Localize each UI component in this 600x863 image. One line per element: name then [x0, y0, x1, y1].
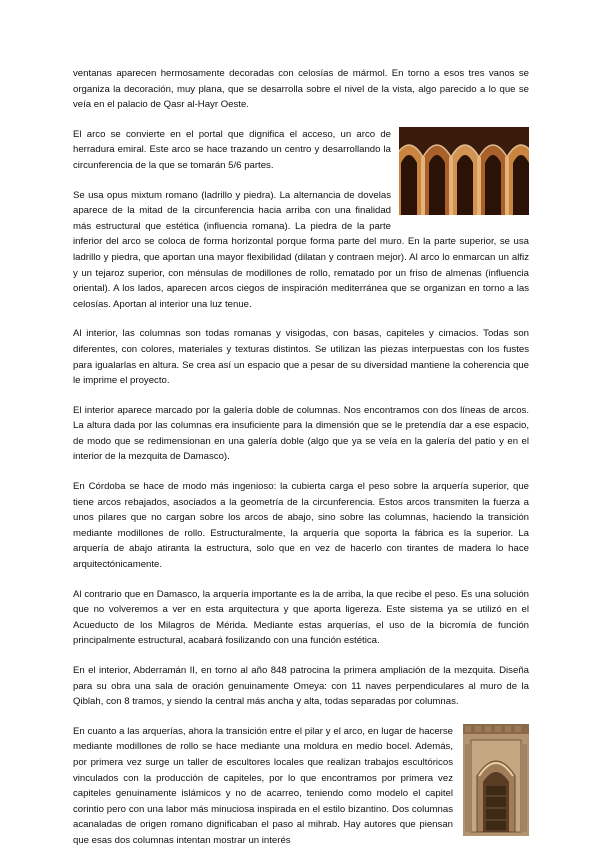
mezquita-arches-photo	[399, 127, 529, 215]
mihrab-portal-photo	[463, 724, 529, 836]
paragraph-columns: Al interior, las columnas son todas romanas y visigodas, con basas, capiteles y cimacios. Todas son diferentes, con colores, materiales y texturas distintos. Se utilizan las piezas interpuestas con los fustes para igualarlas en altura. Se crea así un espacio que a pesar de su diversidad mantiene la coherencia que le imprime el proyecto.	[73, 328, 529, 387]
paragraph-damasco: Al contrario que en Damasco, la arquería importante es la de arriba, la que recibe el peso. Es una solución que no volveremos a ver en esta arquitectura y que aporta ligereza. Este sistema ya se utilizó en el Acueducto de los Milagros de Mérida. Mediante estas arquerías, el uso de la bicromía de función principalmente estructural, acabará fosilizando con una función estética.	[73, 588, 529, 647]
paragraph-horseshoe-arch: El arco se convierte en el portal que dignifica el acceso, un arco de herradura emiral. Este arco se hace trazando un centro y desarrollando la circunferencia de la que se tomarán 5/6 partes.	[73, 128, 391, 171]
paragraph-opus-mixtum: Se usa opus mixtum romano (ladrillo y piedra). La alternancia de dovelas aparece de la mitad de la circunferencia hacia arriba con una finalidad más estructural que estética (influencia romana). La piedra de la parte inferior del arco se coloca de forma horizontal porque forma parte del muro. En la parte superior, se usa ladrillo y piedra, que aportan una mayor flexibilidad (dilatan y contraen mejor). Al arco lo enmarcan un alfiz y un tejaroz superior, con ménsulas de modillones de rollo, rematado por un friso de almenas (influencia oriental). A los lados, aparecen arcos ciegos de inspiración mediterránea que se organizan en torno a las celosías. Aportan al interior una luz tenue.	[73, 189, 529, 310]
document-body	[73, 66, 529, 863]
paragraph-arquerias: En cuanto a las arquerías, ahora la transición entre el pilar y el arco, en lugar de hacerse mediante modillones de rollo se hace mediante una moldura en medio bocel. Además, por primera vez surge un taller de escultores locales que realizan trabajos escultóricos vinculados con la producción de capiteles, por lo que encontramos por primera vez capiteles genuinamente islámicos y no de acarreo, teniendo como modelo el capitel corintio pero con una labor más minuciosa inspirada en el estilo bizantino. Dos columnas acanaladas de origen romano dignificaban el paso al mihrab. Hay autores que piensan que esas dos columnas intentan mostrar un interés	[73, 725, 453, 846]
paragraph-abderraman: En el interior, Abderramán II, en torno al año 848 patrocina la primera ampliación de la mezquita. Diseña para su obra una sala de oración genuinamente Omeya: con 11 naves perpendiculares al muro de la Qiblah, con 8 tramos, y siendo la central más ancha y alta, todas separadas por columnas.	[73, 665, 529, 708]
paragraph-windows: ventanas aparecen hermosamente decoradas con celosías de mármol. En torno a esos tres vanos se organiza la decoración, muy plana, que se desarrolla sobre el nivel de la vista, algo parecido a lo que se veía en el palacio de Qasr al-Hayr Oeste.	[73, 68, 529, 111]
paragraph-double-gallery: El interior aparece marcado por la galería doble de columnas. Nos encontramos con dos líneas de arcos. La altura dada por las columnas era insuficiente para la dimensión que se le pretendía dar a ese espacio, de modo que se redimensionan en una galería doble (algo que ya se veía en la galería del patio y en el interior de la mezquita de Damasco).	[73, 404, 529, 463]
paragraph-cordoba: En Córdoba se hace de modo más ingenioso: la cubierta carga el peso sobre la arquería superior, que tiene arcos rebajados, asociados a la geometría de la circunferencia. Estos arcos transmiten la fuerza a unos pilares que no cargan sobre los arcos de abajo, sino sobre las columnas, haciendo la transición mediante modillones de rollo. Estructuralmente, la arquería que soporta la fábrica es la superior. La arquería de abajo atiranta la estructura, solo que en vez de hacerlo con tirantes de madera lo hace arquitectónicamente.	[73, 481, 529, 571]
